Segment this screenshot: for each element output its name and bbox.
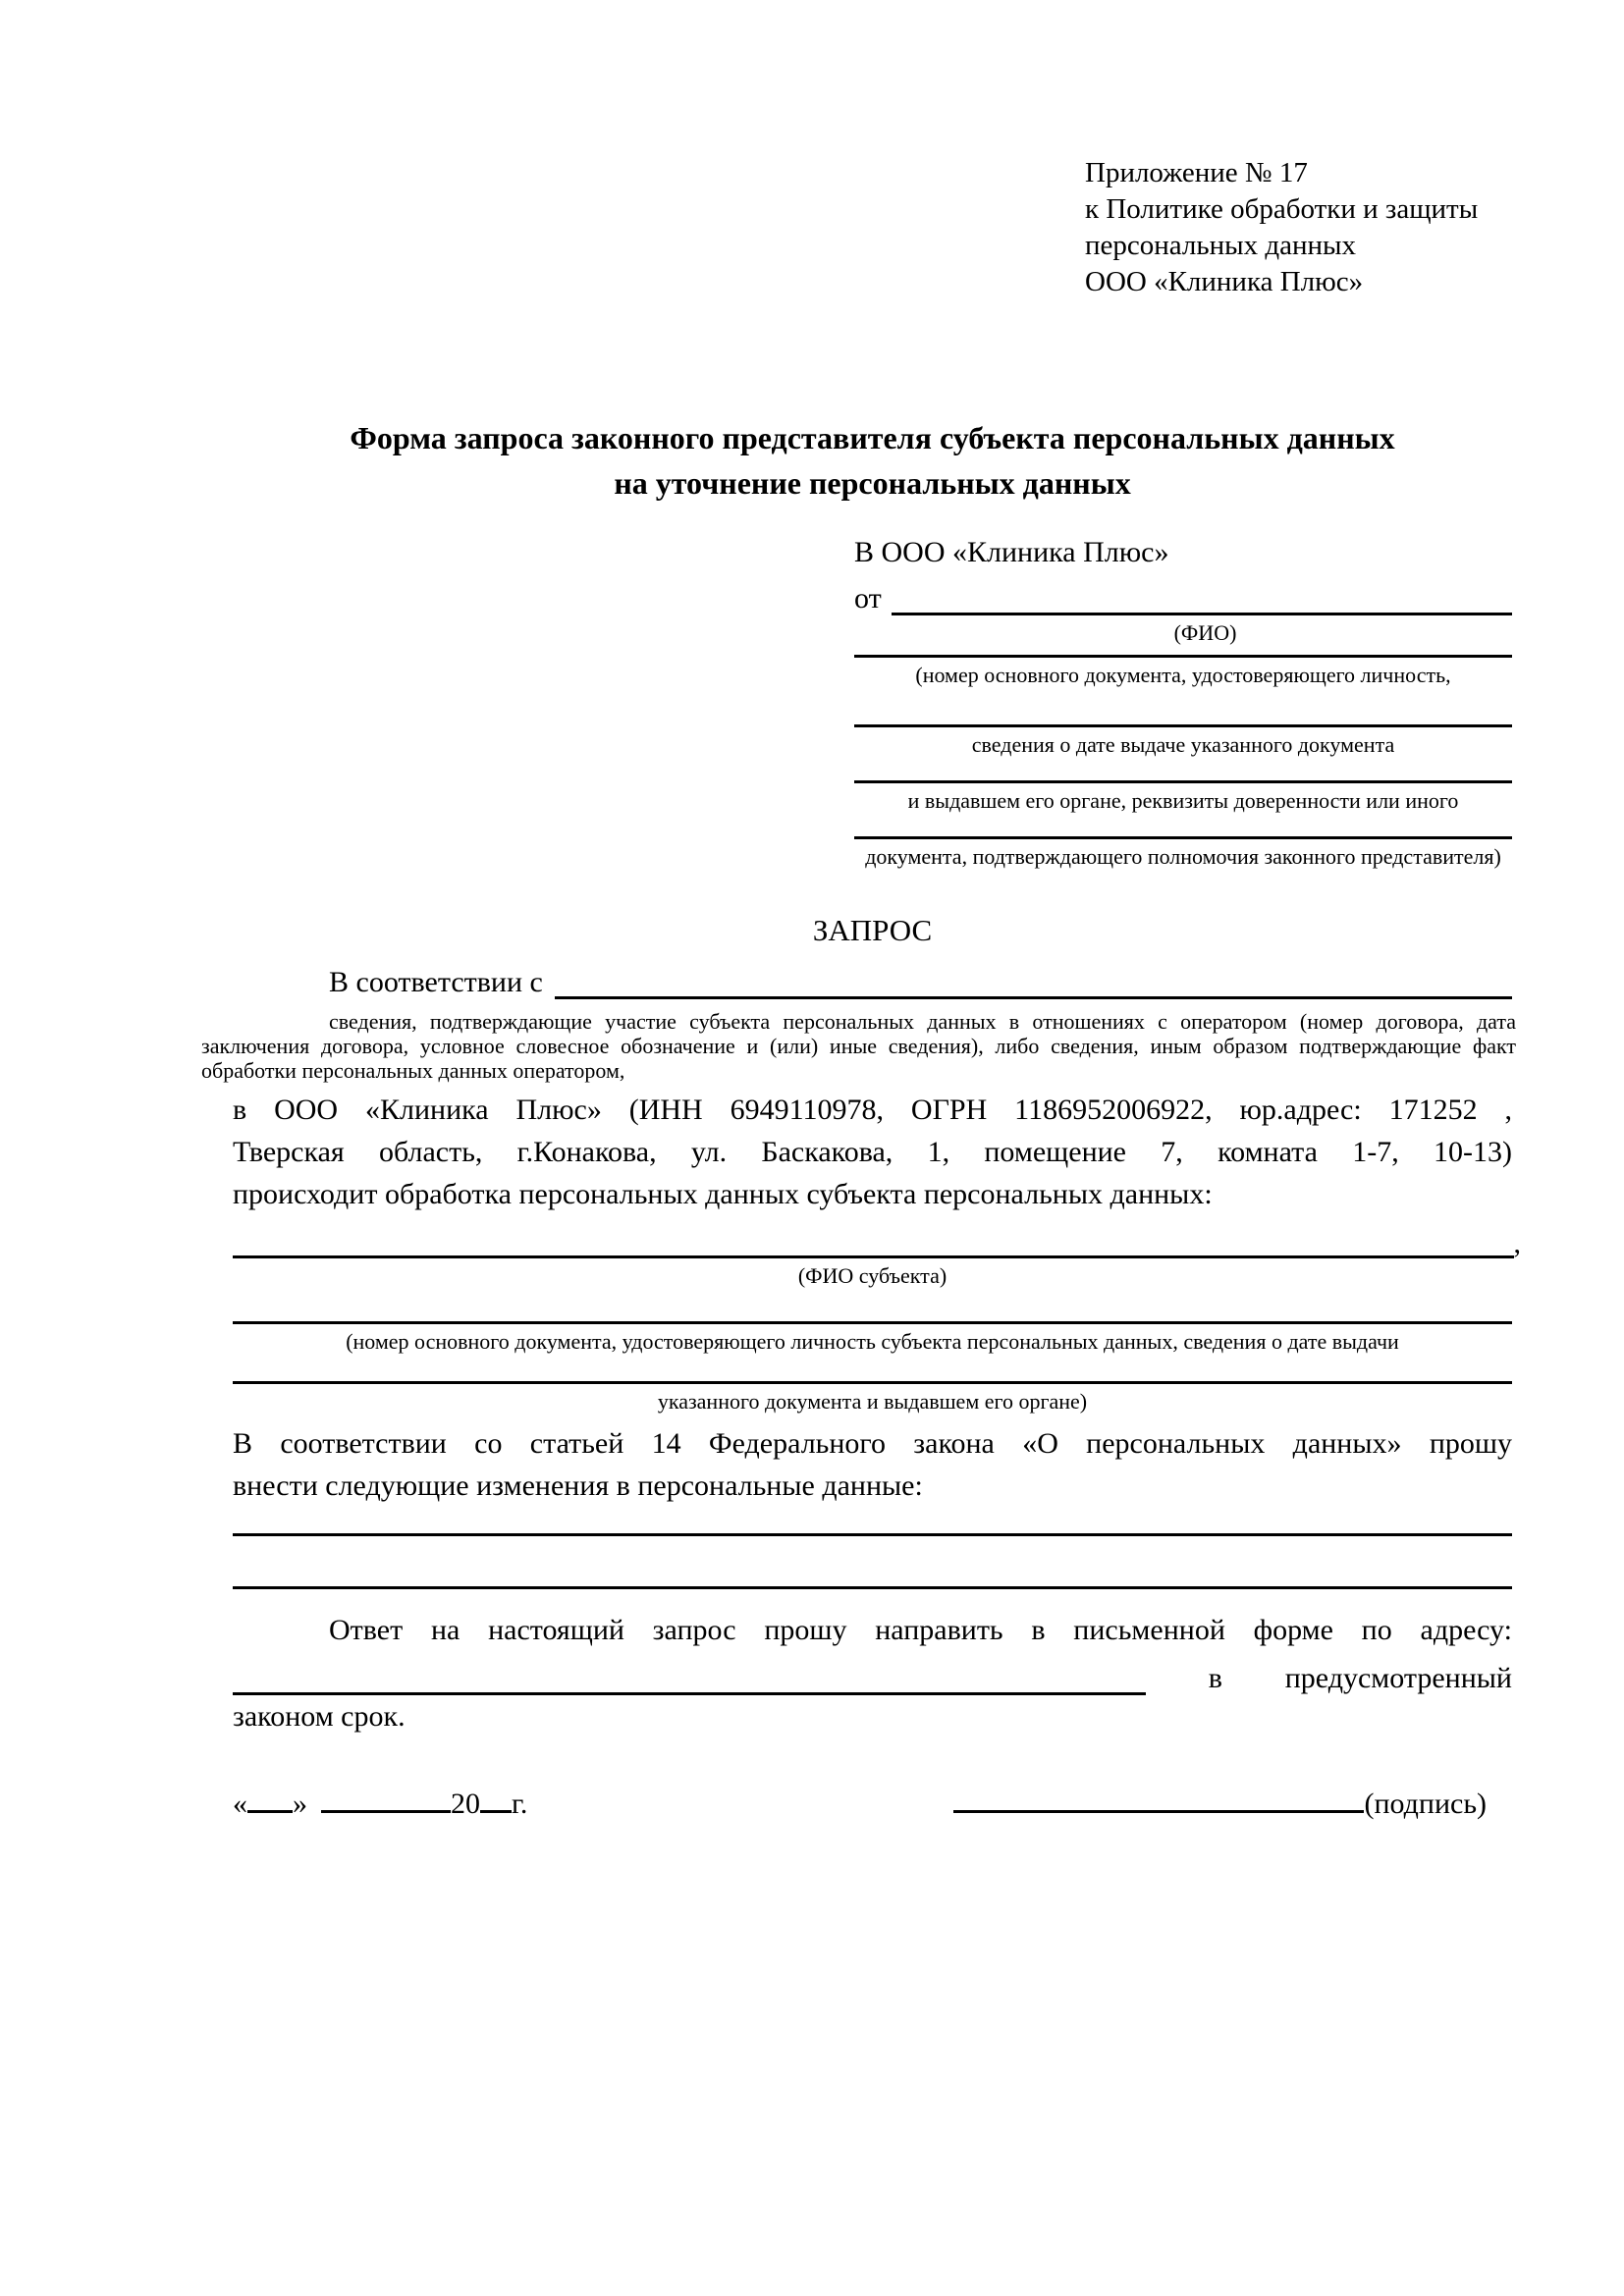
appendix-number: Приложение № 17 <box>1085 157 1308 188</box>
issue-date-caption: сведения о дате выдаче указанного документа <box>971 732 1395 757</box>
from-fio-blank-field <box>892 582 1512 615</box>
request-heading: ЗАПРОС <box>812 913 933 947</box>
subject-document-authority-blank-field <box>233 1355 1512 1384</box>
accordance-blank-field <box>555 966 1512 999</box>
subject-fio-blank-field <box>233 1223 1514 1258</box>
representative-authority-blank-field <box>854 814 1512 839</box>
subject-fio-caption: (ФИО субъекта) <box>797 1263 947 1288</box>
fine-print-line1: сведения, подтверждающие участие субъекта персональных данных в отношениях с оператором (номер договора, дата <box>329 1009 1516 1034</box>
reply-address-blank-field <box>233 1660 1146 1695</box>
document-number-caption: (номер основного документа, удостоверяющего личность, <box>915 663 1451 687</box>
operator-paragraph <box>233 1089 1512 1215</box>
subject-document-authority-caption: указанного документа и выдавшем его органе) <box>657 1389 1088 1414</box>
subject-document-blank-field <box>233 1289 1512 1324</box>
reply-paragraph-line3: законом срок. <box>233 1700 406 1733</box>
changes-blank-field-1 <box>233 1507 1512 1536</box>
reply-paragraph-line1: Ответ на настоящий запрос прошу направить в письменной форме по адресу: <box>329 1614 1512 1646</box>
from-row <box>854 572 1512 615</box>
operator-paragraph-line2: Тверская область, г.Конакова, ул. Баскакова, 1, помещение 7, комната 1-7, 10-13) <box>233 1136 1512 1168</box>
document-title <box>233 415 1512 506</box>
law-paragraph-line2: внести следующие изменения в персональные данные: <box>233 1469 923 1502</box>
document-number-blank-field <box>854 646 1512 658</box>
open-quote: « <box>233 1788 247 1820</box>
subject-fio-row <box>233 1215 1521 1259</box>
date-signature-row <box>233 1784 1512 1822</box>
appendix-policy-line: к Политике обработки и защиты <box>1085 193 1479 225</box>
issue-date-blank-field <box>854 688 1512 727</box>
accordance-row <box>233 960 1512 999</box>
document-title-line2: на уточнение персональных данных <box>614 465 1131 501</box>
signature-caption: (подпись) <box>1364 1788 1487 1820</box>
issuing-authority-caption: и выдавшем его органе, реквизиты доверенности или иного <box>907 788 1459 813</box>
day-blank-field <box>247 1784 293 1813</box>
fine-print-line2: заключения договора, условное словесное обозначение и (или) иные сведения), либо сведения, иным образом подтверждающие факт <box>201 1034 1516 1058</box>
accordance-label: В соответствии с <box>329 966 543 998</box>
representative-authority-caption: документа, подтверждающего полномочия законного представителя) <box>865 844 1501 869</box>
reply-address-row <box>233 1651 1512 1695</box>
year-prefix: 20 <box>451 1788 480 1820</box>
appendix-policy-line2: персональных данных <box>1085 230 1357 261</box>
date-group <box>233 1784 527 1822</box>
operator-paragraph-line3: происходит обработка персональных данных субъекта персональных данных: <box>233 1178 1213 1210</box>
fine-print-line3: обработки персональных данных оператором, <box>201 1058 625 1083</box>
changes-blank-field-2 <box>233 1536 1512 1589</box>
year-suffix: г. <box>512 1788 528 1820</box>
operator-paragraph-line1: в ООО «Клиника Плюс» (ИНН 6949110978, ОГРН 1186952006922, юр.адрес: 171252 , <box>233 1094 1512 1126</box>
close-quote: » <box>293 1788 307 1820</box>
year-blank-field <box>480 1784 512 1813</box>
trailing-comma: , <box>1513 1227 1521 1259</box>
law-paragraph-line1: В соответствии со статьей 14 Федерального закона «О персональных данных» прошу <box>233 1427 1512 1460</box>
from-label: от <box>854 582 882 614</box>
reply-word-provided: предусмотренный <box>1284 1662 1512 1694</box>
fio-caption: (ФИО) <box>1173 620 1237 645</box>
law-paragraph <box>233 1422 1512 1507</box>
month-blank-field <box>321 1784 451 1813</box>
signature-blank-field <box>953 1784 1364 1813</box>
subject-document-caption: (номер основного документа, удостоверяющего личность субъекта персональных данных, сведения о дате выдачи <box>346 1329 1399 1354</box>
fine-print-note <box>201 1009 1516 1083</box>
appendix-header <box>1085 0 1624 300</box>
signature-group <box>953 1784 1487 1822</box>
addressee-to: В ООО «Клиника Плюс» <box>854 536 1169 568</box>
reply-paragraph <box>233 1609 1512 1737</box>
issuing-authority-blank-field <box>854 758 1512 783</box>
addressee-block <box>854 533 1512 870</box>
appendix-company: ООО «Клиника Плюс» <box>1085 266 1364 297</box>
reply-word-in: в <box>1208 1662 1222 1694</box>
document-title-line1: Форма запроса законного представителя субъекта персональных данных <box>350 420 1395 455</box>
